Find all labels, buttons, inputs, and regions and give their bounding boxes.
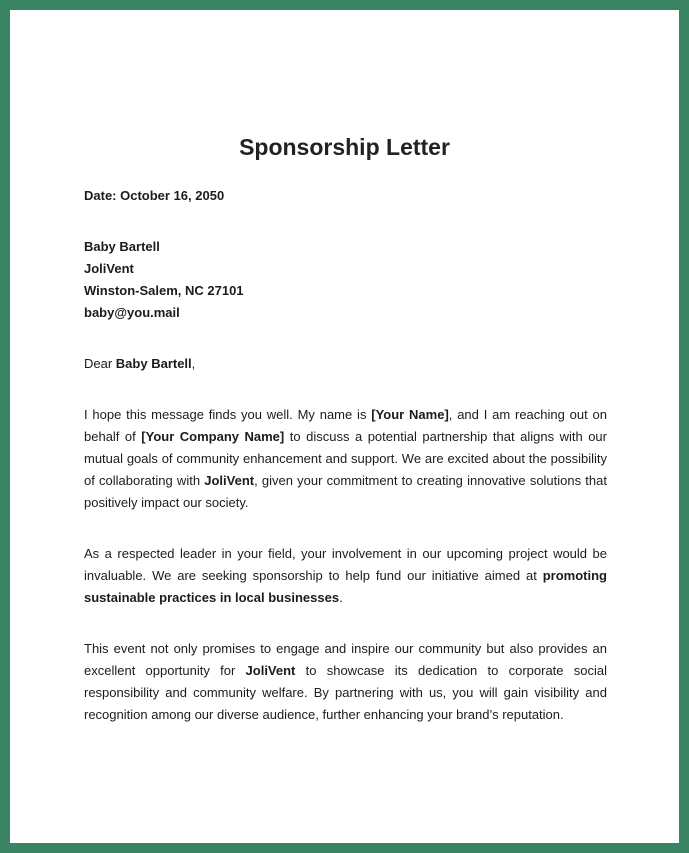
paragraph-text: to showcase its dedication to corporate social responsibility and community welfare. By partnering with us, you will gain visibility and recognition among our diverse audience, further enhancing your brand’s reputation. [84, 663, 607, 722]
greeting-name: Baby Bartell [115, 356, 192, 371]
paragraph-intro [84, 404, 607, 514]
paragraph-benefits [84, 638, 607, 726]
recipient-company: JoliVent [84, 261, 134, 276]
recipient-name: Baby Bartell [84, 239, 160, 254]
greeting-prefix: Dear [84, 356, 116, 371]
paragraph-text: to discuss a potential partnership that aligns with our mutual goals of community enhancement and support. We are excited about the possibility of collaborating with [84, 429, 607, 488]
letter-title: Sponsorship Letter [239, 134, 450, 160]
greeting-suffix: , [191, 356, 196, 371]
recipient-company-mention: JoliVent [245, 663, 296, 678]
letter-date: Date: October 16, 2050 [84, 188, 225, 203]
paragraph-text: . [339, 590, 343, 605]
company-name-placeholder: [Your Company Name] [141, 429, 285, 444]
recipient-company-mention: JoliVent [204, 473, 255, 488]
letter-greeting [84, 353, 607, 375]
paragraph-request [84, 543, 607, 609]
recipient-address [84, 236, 607, 324]
paragraph-text: , given your commitment to creating innovative solutions that positively impact our society. [84, 473, 607, 510]
recipient-location: Winston-Salem, NC 27101 [84, 283, 244, 298]
initiative-highlight: promoting sustainable practices in local businesses [84, 568, 607, 605]
paragraph-text: I hope this message finds you well. My name is [84, 407, 372, 422]
sender-name-placeholder: [Your Name] [371, 407, 449, 422]
paragraph-text: , and I am reaching out on behalf of [84, 407, 607, 444]
recipient-email: baby@you.mail [84, 305, 180, 320]
paragraph-text: As a respected leader in your field, your involvement in our upcoming project would be invaluable. We are seeking sponsorship to help fund our initiative aimed at [84, 546, 607, 583]
paragraph-text: This event not only promises to engage and inspire our community but also provides an excellent opportunity for [84, 641, 607, 678]
letter-page [10, 10, 679, 843]
